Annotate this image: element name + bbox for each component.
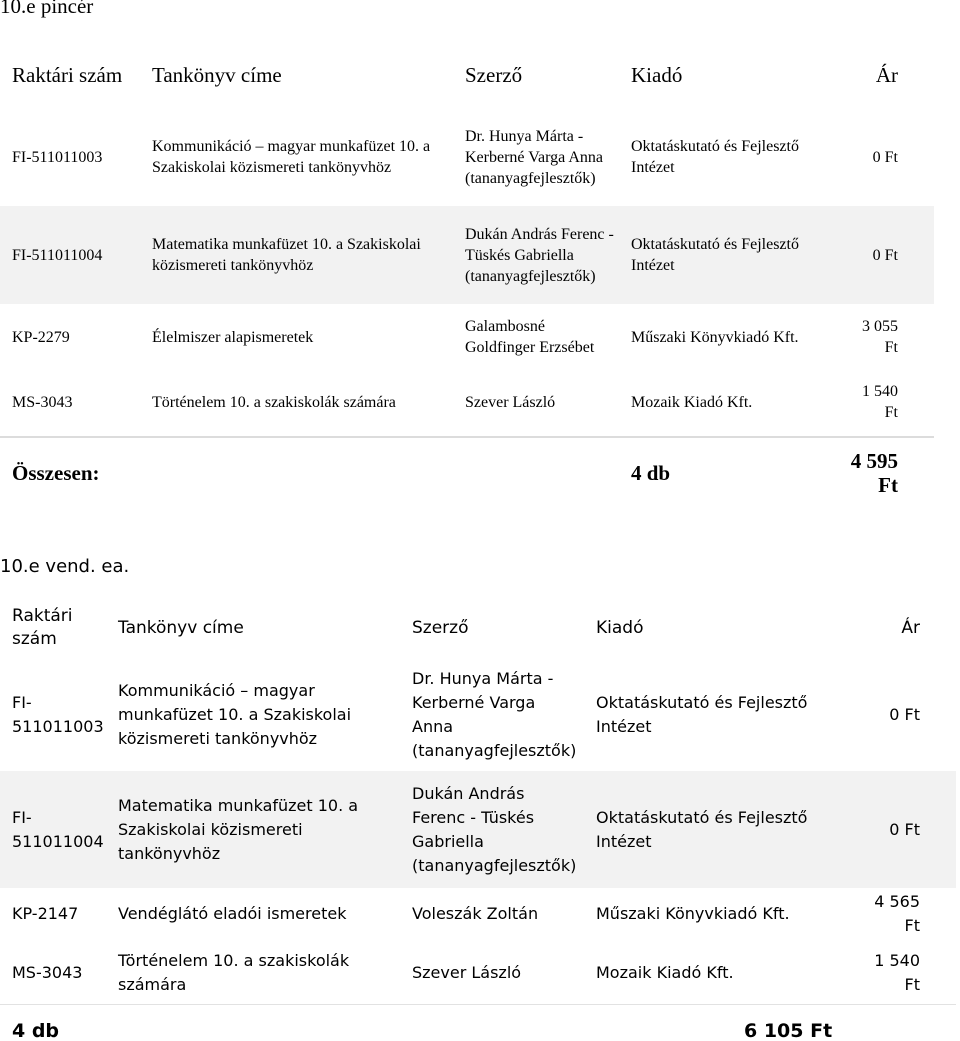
cell-id: FI-511011003 [12, 692, 104, 736]
column-header-author: Szerző [412, 617, 469, 638]
cell-title: Matematika munkafüzet 10. a Szakiskolai közismereti tankönyvhöz [140, 206, 453, 304]
cell-author: Dr. Hunya Márta - Kerberné Varga Anna (tananyagfejlesztők) [412, 668, 577, 760]
cell-title: Élelmiszer alapismeretek [152, 328, 314, 346]
table-row [0, 888, 956, 940]
cell-id: MS-3043 [12, 963, 83, 982]
section-title: 10.e pincér [0, 0, 94, 18]
table-row [0, 370, 934, 434]
cell-author: Szever László [412, 963, 522, 982]
textbook-table [0, 598, 956, 1006]
cell-publisher: Oktatáskutató és Fejlesztő Intézet [631, 138, 799, 176]
cell-title: Vendéglátó eladói ismeretek [118, 904, 347, 923]
cell-id: KP-2147 [12, 904, 79, 923]
table-row [0, 304, 934, 370]
column-header-id: Raktári szám [12, 606, 73, 649]
table-header-row [0, 42, 934, 108]
cell-id: FI-511011004 [0, 771, 106, 888]
column-header-title: Tankönyv címe [152, 63, 282, 87]
cell-publisher: Oktatáskutató és Fejlesztő Intézet [596, 692, 808, 736]
cell-title: Kommunikáció – magyar munkafüzet 10. a Szakiskolai közismereti tankönyvhöz [118, 680, 352, 748]
cell-price: 0 Ft [889, 704, 920, 724]
cell-id: FI-511011004 [0, 206, 140, 304]
cell-author: Galambosné Goldfinger Erzsébet [465, 318, 595, 356]
cell-price: 0 Ft [834, 206, 934, 304]
cell-id: FI-511011003 [12, 148, 103, 166]
table-header-row [0, 598, 956, 658]
column-header-price: Ár [901, 617, 920, 638]
cell-title: Történelem 10. a szakiskolák számára [118, 951, 350, 994]
cell-author: Dukán András Ferenc - Tüskés Gabriella (tananyagfejlesztők) [453, 206, 619, 304]
total-sum: 6 105 Ft [744, 1020, 833, 1041]
column-header-author: Szerző [465, 63, 523, 87]
column-header-id: Raktári szám [12, 63, 123, 87]
cell-author: Voleszák Zoltán [412, 904, 539, 923]
cell-title: Történelem 10. a szakiskolák számára [152, 393, 396, 411]
total-divider [0, 1004, 956, 1005]
table-row [0, 771, 956, 888]
column-header-publisher: Kiadó [596, 617, 644, 638]
total-count: 4 db [631, 461, 671, 485]
cell-price: 0 Ft [872, 148, 898, 166]
cell-publisher: Mozaik Kiadó Kft. [631, 393, 753, 411]
table-row [0, 108, 934, 206]
cell-publisher: Műszaki Könyvkiadó Kft. [596, 904, 790, 923]
cell-publisher: Mozaik Kiadó Kft. [596, 963, 734, 982]
cell-id: KP-2279 [12, 328, 70, 346]
total-sum: 4 595 Ft [850, 449, 898, 497]
cell-price: 0 Ft [846, 771, 956, 888]
cell-title: Kommunikáció – magyar munkafüzet 10. a Szakiskolai közismereti tankönyvhöz [152, 138, 431, 176]
cell-author: Dr. Hunya Márta - Kerberné Varga Anna (tananyagfejlesztők) [465, 127, 604, 187]
cell-id: MS-3043 [12, 393, 73, 411]
table-row [0, 206, 934, 304]
cell-author: Szever László [465, 393, 556, 411]
cell-author: Dukán András Ferenc - Tüskés Gabriella (tananyagfejlesztők) [400, 771, 584, 888]
table-row [0, 658, 956, 771]
column-header-title: Tankönyv címe [118, 617, 244, 638]
total-label: Összesen: [12, 461, 100, 485]
cell-price: 1 540 Ft [874, 951, 920, 994]
cell-publisher: Oktatáskutató és Fejlesztő Intézet [584, 771, 846, 888]
column-header-price: Ár [875, 63, 898, 87]
total-count: 4 db [12, 1020, 60, 1041]
cell-title: Matematika munkafüzet 10. a Szakiskolai közismereti tankönyvhöz [106, 771, 400, 888]
textbook-table [0, 42, 934, 434]
column-header-publisher: Kiadó [631, 63, 683, 87]
section-title: 10.e vend. ea. [0, 556, 130, 577]
cell-price: 1 540 Ft [862, 383, 898, 421]
cell-publisher: Oktatáskutató és Fejlesztő Intézet [619, 206, 834, 304]
total-divider [0, 436, 934, 438]
cell-price: 4 565 Ft [874, 892, 920, 935]
table-row [0, 940, 956, 1006]
cell-price: 3 055 Ft [862, 318, 898, 356]
cell-publisher: Műszaki Könyvkiadó Kft. [631, 328, 799, 346]
